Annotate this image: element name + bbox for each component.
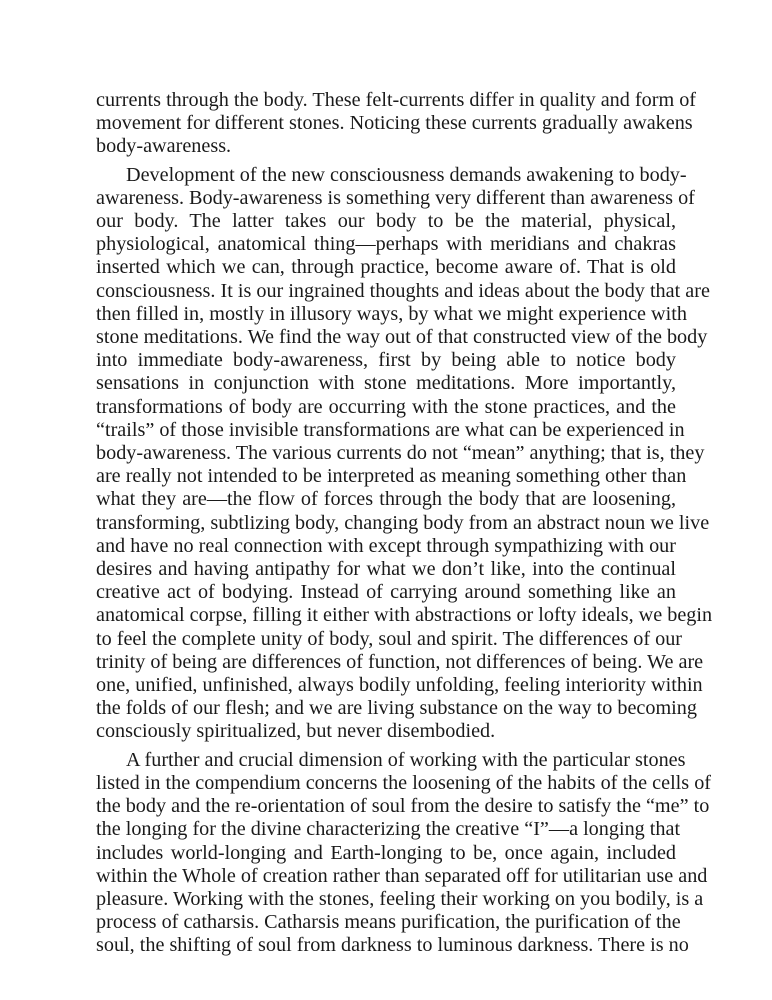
text-line: the body and the re-orientation of soul from the desire to satisfy the “me” to: [96, 795, 710, 818]
text-line: transformations of body are occurring with the stone practices, and the: [96, 395, 676, 418]
text-line: inserted which we can, through practice, become aware of. That is old: [96, 256, 676, 279]
text-line: stone meditations. We find the way out of that constructed view of the body: [96, 326, 708, 349]
text-line: our body. The latter takes our body to be the material, physical,: [96, 210, 676, 233]
paragraph-2: [96, 163, 713, 744]
paragraph-1: [96, 89, 697, 159]
text-line: within the Whole of creation rather than separated off for utilitarian use and: [96, 864, 708, 887]
text-line: listed in the compendium concerns the loosening of the habits of the cells of: [96, 771, 712, 794]
paragraph-3: [96, 748, 712, 958]
body-text: [96, 89, 713, 958]
text-line: currents through the body. These felt-currents differ in quality and form of: [96, 89, 697, 111]
text-line: movement for different stones. Noticing these currents gradually awakens: [96, 112, 693, 135]
text-line: pleasure. Working with the stones, feeling their working on you bodily, is a: [96, 887, 704, 910]
text-line: consciousness. It is our ingrained thoughts and ideas about the body that are: [96, 279, 710, 302]
text-line: sensations in conjunction with stone meditations. More importantly,: [96, 372, 676, 395]
text-line: body-awareness. The various currents do not “mean” anything; that is, they: [96, 442, 705, 465]
text-line: consciously spiritualized, but never disembodied.: [96, 720, 496, 743]
text-line: into immediate body-awareness, first by being able to notice body: [96, 349, 676, 372]
text-line: transforming, subtlizing body, changing body from an abstract noun we live: [96, 511, 710, 534]
text-line: anatomical corpse, filling it either with abstractions or lofty ideals, we begin: [96, 604, 713, 627]
text-line: body-awareness.: [96, 135, 232, 158]
text-line: desires and having antipathy for what we don’t like, into the continual: [96, 558, 676, 581]
text-line: to feel the complete unity of body, soul and spirit. The differences of our: [96, 627, 683, 650]
text-line: creative act of bodying. Instead of carrying around something like an: [96, 581, 676, 604]
text-line: one, unified, unfinished, always bodily unfolding, feeling interiority within: [96, 674, 703, 697]
text-line: physiological, anatomical thing—perhaps with meridians and chakras: [96, 233, 676, 256]
text-line: awareness. Body-awareness is something very different than awareness of: [96, 186, 695, 209]
text-line: trinity of being are differences of function, not differences of being. We are: [96, 650, 704, 673]
text-line: “trails” of those invisible transformations are what can be experienced in: [96, 418, 685, 441]
text-line: includes world-longing and Earth-longing to be, once again, included: [96, 841, 676, 864]
text-line: Development of the new consciousness demands awakening to body-: [126, 163, 687, 186]
text-line: then filled in, mostly in illusory ways, by what we might experience with: [96, 302, 687, 325]
text-line: process of catharsis. Catharsis means purification, the purification of the: [96, 911, 681, 934]
text-line: A further and crucial dimension of working with the particular stones: [126, 748, 686, 771]
text-line: and have no real connection with except through sympathizing with our: [96, 534, 676, 557]
text-line: soul, the shifting of soul from darkness to luminous darkness. There is no: [96, 934, 689, 957]
text-line: what they are—the flow of forces through the body that are loosening,: [96, 488, 676, 511]
text-line: the folds of our flesh; and we are living substance on the way to becoming: [96, 697, 697, 720]
text-line: the longing for the divine characterizing the creative “I”—a longing that: [96, 818, 681, 841]
text-line: are really not intended to be interpreted as meaning something other than: [96, 465, 687, 488]
